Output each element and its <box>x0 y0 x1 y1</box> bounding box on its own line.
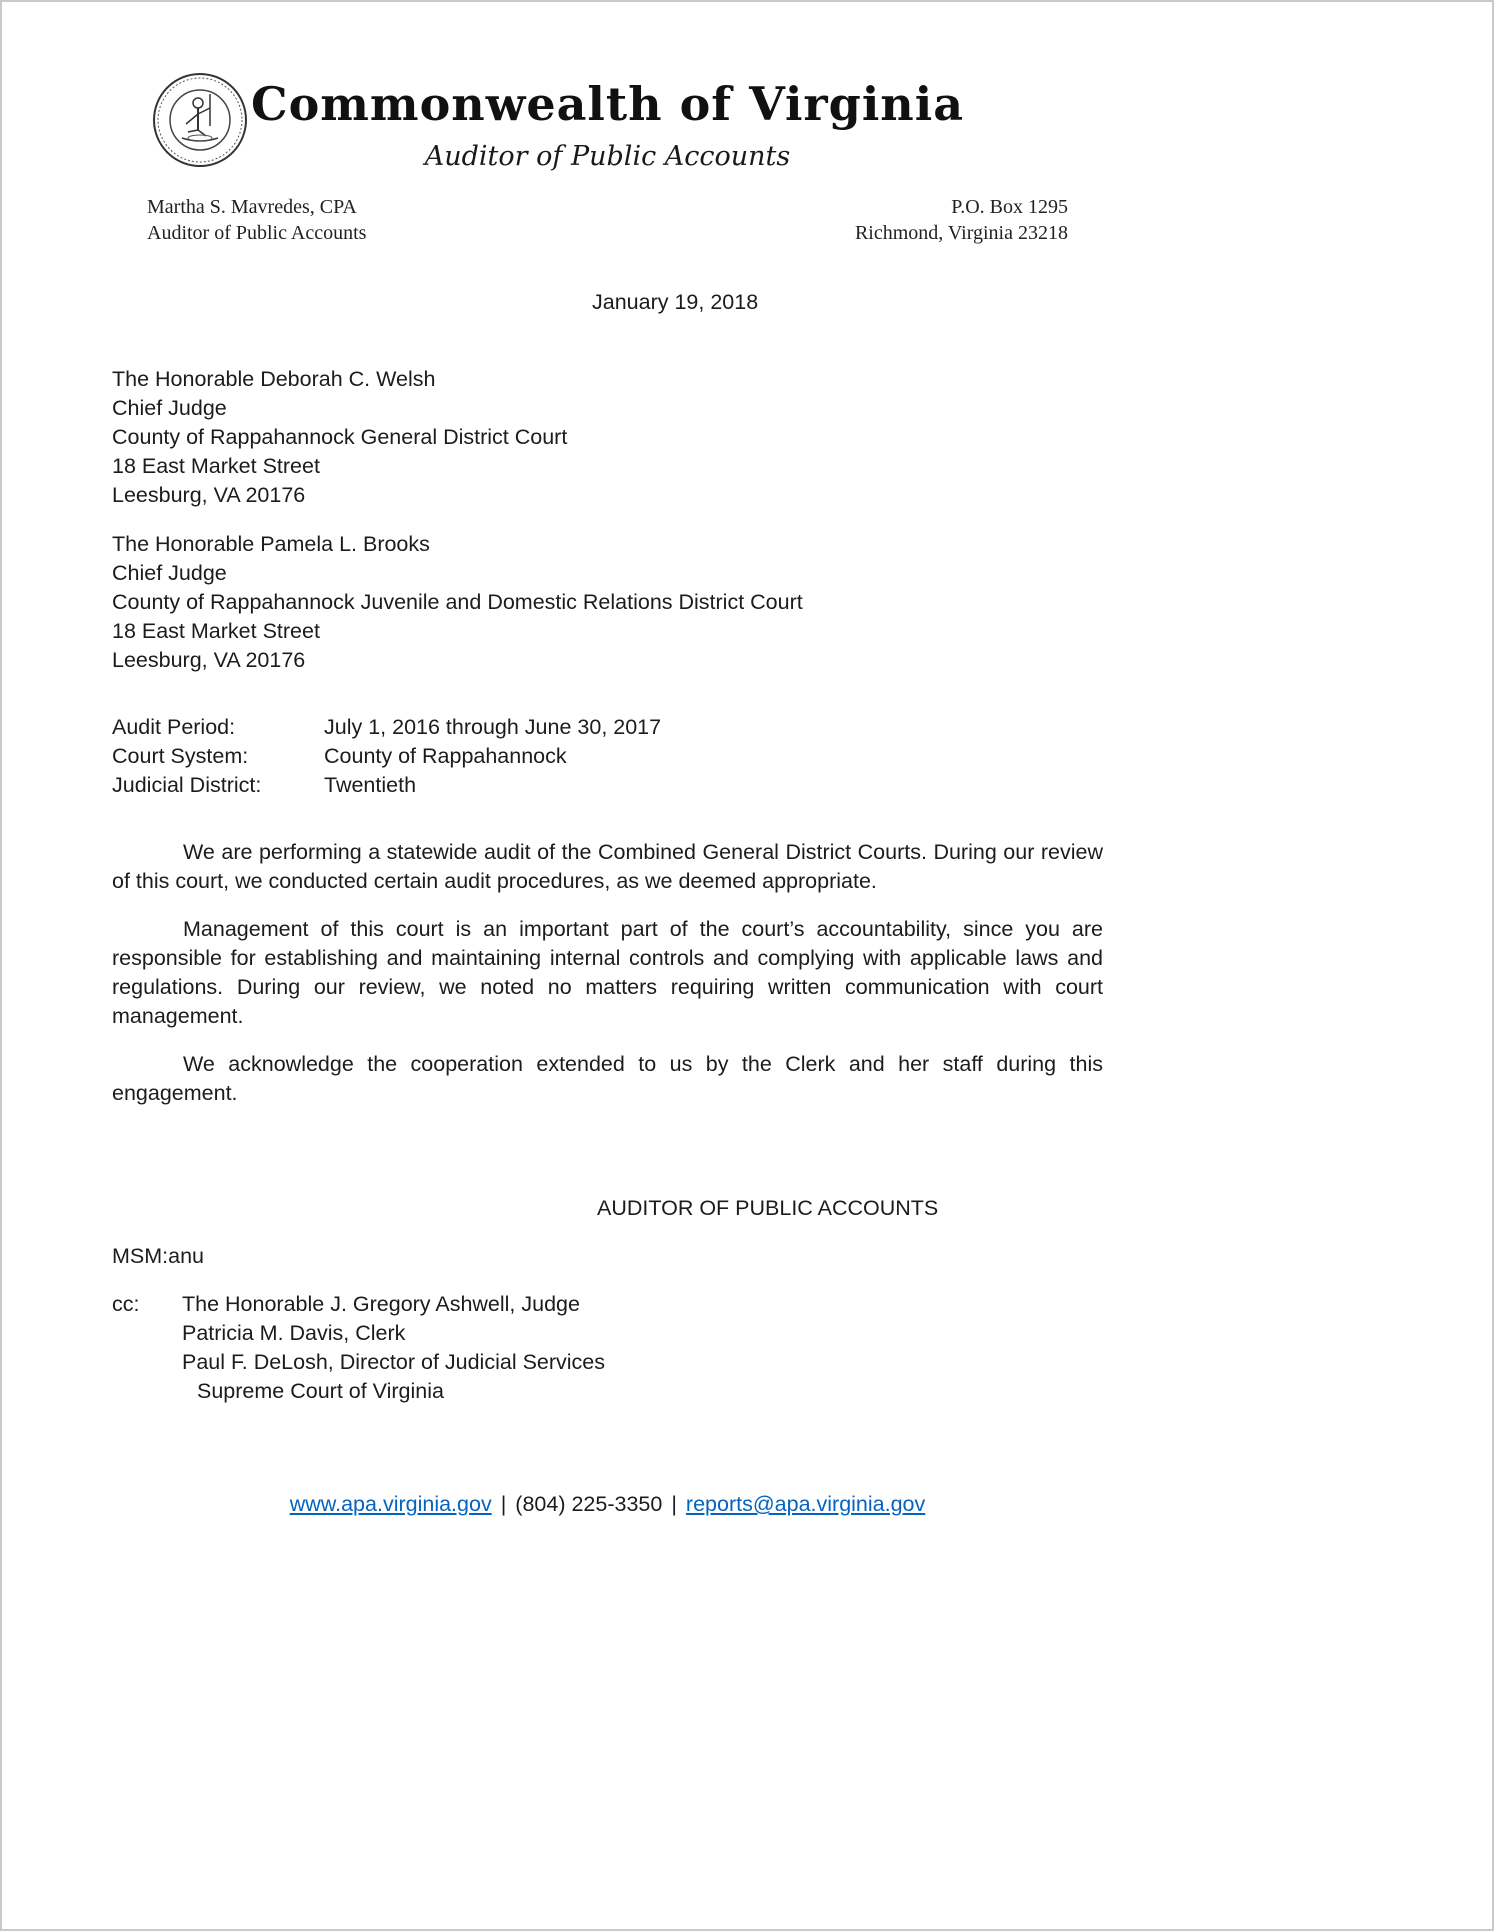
judicial-district-value: Twentieth <box>324 773 417 797</box>
phone-number: (804) 225-3350 <box>515 1492 663 1516</box>
body-paragraph-1: We are performing a statewide audit of the Combined General District Courts. During our review of this court, we conducted certain audit procedures, as we deemed appropriate. <box>112 840 1103 893</box>
cc-line: Paul F. DeLosh, Director of Judicial Services <box>182 1350 606 1374</box>
audit-period-label: Audit Period: <box>112 715 236 739</box>
court-system-label: Court System: <box>112 744 249 768</box>
signature-block: AUDITOR OF PUBLIC ACCOUNTS <box>597 1196 939 1220</box>
recipient-line: County of Rappahannock Juvenile and Domestic Relations District Court <box>112 590 803 614</box>
city-state-zip-line: Richmond, Virginia 23218 <box>854 222 1068 244</box>
body-paragraph-3: We acknowledge the cooperation extended to us by the Clerk and her staff during this engagement. <box>112 1052 1103 1105</box>
audit-period-row <box>112 713 1103 742</box>
footer <box>112 1490 1103 1519</box>
official-title: Auditor of Public Accounts <box>147 222 367 244</box>
reference-initials: MSM:anu <box>112 1244 205 1268</box>
cc-line: Supreme Court of Virginia <box>197 1379 444 1403</box>
recipient-line: The Honorable Pamela L. Brooks <box>112 532 430 556</box>
recipient-block-1 <box>112 365 1103 510</box>
court-system-value: County of Rappahannock <box>324 744 567 768</box>
recipient-block-2 <box>112 530 1103 675</box>
cc-block <box>112 1290 1103 1406</box>
audit-info-block <box>112 713 1103 800</box>
recipient-line: Chief Judge <box>112 561 227 585</box>
letterhead <box>2 2 1492 246</box>
date-line: January 19, 2018 <box>592 290 759 314</box>
recipient-line: Leesburg, VA 20176 <box>112 648 306 672</box>
recipient-line: Leesburg, VA 20176 <box>112 483 306 507</box>
email-link[interactable]: reports@apa.virginia.gov <box>685 1492 926 1516</box>
recipient-line: Chief Judge <box>112 396 227 420</box>
cc-label: cc: <box>112 1292 140 1316</box>
org-subtitle: Auditor of Public Accounts <box>424 141 791 172</box>
website-link[interactable]: www.apa.virginia.gov <box>289 1492 492 1516</box>
recipient-line: County of Rappahannock General District Court <box>112 425 568 449</box>
po-box-line: P.O. Box 1295 <box>951 196 1068 218</box>
office-address-block <box>855 194 1068 246</box>
audit-period-value: July 1, 2016 through June 30, 2017 <box>324 715 662 739</box>
recipient-line: The Honorable Deborah C. Welsh <box>112 367 436 391</box>
official-block <box>147 194 366 246</box>
body-paragraph-2: Management of this court is an important part of the court’s accountability, since you are responsible for establishing and maintaining internal controls and complying with applicable laws and regulations. During our review, we noted no matters requiring written communication with court management. <box>112 917 1103 1028</box>
cc-line: Patricia M. Davis, Clerk <box>182 1321 406 1345</box>
judicial-district-row <box>112 771 1103 800</box>
official-name: Martha S. Mavredes, CPA <box>147 196 357 218</box>
virginia-seal-icon <box>152 68 248 190</box>
org-name: Commonwealth of Virginia <box>250 77 965 131</box>
cc-line: The Honorable J. Gregory Ashwell, Judge <box>182 1292 580 1316</box>
footer-separator: | <box>671 1492 677 1516</box>
letter-body <box>2 288 1492 1406</box>
cc-list <box>182 1290 605 1406</box>
recipient-line: 18 East Market Street <box>112 454 320 478</box>
recipient-line: 18 East Market Street <box>112 619 320 643</box>
letterhead-info-row <box>112 194 1103 246</box>
footer-separator: | <box>500 1492 507 1516</box>
judicial-district-label: Judicial District: <box>112 773 262 797</box>
court-system-row <box>112 742 1103 771</box>
